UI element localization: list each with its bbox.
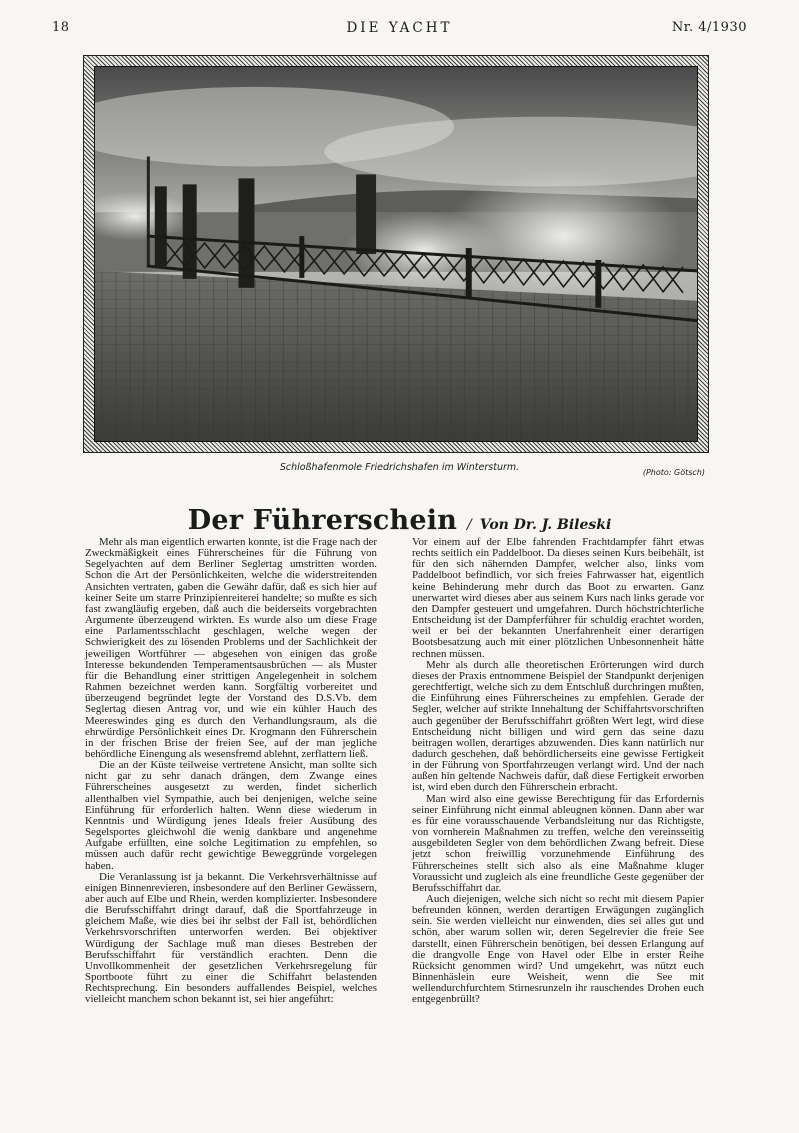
journal-title: DIE YACHT [346, 20, 453, 36]
photo-caption: Schloßhafenmole Friedrichshafen im Wintersturm. [279, 462, 520, 473]
paragraph: Die an der Küste teilweise vertretene Ansicht, man sollte sich nicht gar zu sehr danach drängen, dem Zwange eines Führerscheines ausgesetzt zu werden, findet sicherlich allenthalben viel Sympathie, auch bei denjenigen, welche seine Einführung für erforderlich halten. Wenn diese wiederum in Kenntnis und Würdigung jenes Ideals freier Ausübung des Segelsportes gleichwohl die wenig dankbare und angenehme Aufgabe erfüllten, eine solche Legitimation zu empfehlen, so müssen auch dafür recht gewichtige Beweggründe vorgelegen haben. [85, 759, 377, 872]
paragraph: Die Veranlassung ist ja bekannt. Die Verkehrsverhältnisse auf einigen Binnenrevieren, insbesondere auf den Berliner Gewässern, aber auch auf Elbe und Rhein, werden komplizierter. Insbesondere die Berufsschiffahrt dringt darauf, daß die Sportfahrzeuge in gleichem Maße, wie dies bei ihr selbst der Fall ist, behördlichen Verkehrsvorschriften unterworfen werden. Bei objektiver Würdigung der Sachlage muß man dieses Bestreben der Berufsschiffahrt für verständlich erachten. Denn die Unvollkommenheit der gesetzlichen Verkehrsregelung für Sportboote führt zu einer die Schiffahrt belastenden Rechtsprechung. Ein besonders auffallendes Beispiel, welches vielleicht manchem schon bekannt ist, sei hier angeführt: [85, 870, 377, 1006]
photo-frame [83, 55, 709, 453]
paragraph: Vor einem auf der Elbe fahrenden Frachtdampfer fährt etwas rechts seitlich ein Paddelboot. Da dieses seinen Kurs beibehält, ist für den sich nähernden Dampfer, welcher also, links vom Paddelboot befindlich, vor sich freies Fahrwasser hat, eigentlich keine Behinderung mehr durch das Boot zu erwarten. Ganz unerwartet wird dieses aber aus seinem Kurs nach links gerade vor den Dampfer gesteuert und umgefahren. Durch höchstrichterliche Entscheidung ist der Dampferführer für schuldig erachtet worden, weil er bei der bekannten Unerfahrenheit einer derartigen Bootsbesatzung auch mit einer plötzlichen Unbesonnenheit hätte rechnen müssen. [412, 536, 704, 660]
paragraph: Auch diejenigen, welche sich nicht so recht mit diesem Papier befreunden können, werden derartigen Erwägungen zugänglich sein. Sie werden vielleicht nur einwenden, dies sei alles gut und schön, aber warum sollen wir, deren Segelrevier die freie See darstellt, einen Führerschein benötigen, bei dessen Erlangung auf die drangvolle Enge von Havel oder Elbe in erster Reihe Rücksicht genommen wird? Und umgekehrt, was nützt euch Binnenhäslein eure Weisheit, wenn die See mit wellendurchfurchtem Stirnesrunzeln ihr rauschendes Drohen euch entgegenbrüllt? [412, 893, 704, 1006]
article-title: Der Führerschein [187, 505, 458, 536]
photo-illustration [95, 67, 697, 441]
issue-number: Nr. 4/1930 [671, 20, 747, 35]
article-heading [0, 505, 799, 536]
article-byline: Von Dr. J. Bileski [479, 517, 612, 533]
article-column-left [85, 537, 377, 1006]
title-separator: / [467, 517, 472, 533]
harbor-storm-photo [94, 66, 698, 442]
article-column-right [412, 537, 704, 1006]
page-number: 18 [52, 20, 70, 35]
paragraph: Mehr als man eigentlich erwarten konnte, ist die Frage nach der Zweckmäßigkeit eines Führerscheines für die Führung von Segelyachten auf dem Berliner Seglertag umstritten worden. Schon die Art der Persönlichkeiten, welche die widerstreitenden Ansichten vertraten, gaben die Gewähr dafür, daß es sich hier auf keiner Seite um starre Prinzipienreiterei handelte; so mußte es sich fast zwangläufig ergeben, daß auch die beiderseits vorgebrachten Argumente überzeugend wirkten. Es wurde also um diese Frage eine Parlamentsschlacht geschlagen, welche wegen der Schwierigkeit des zu lösenden Problems und der Sachlichkeit der jeweiligen Wortführer — abgesehen von einigen das große Interesse bekundenden Temperamentsausbrüchen — als Muster für die Behandlung einer strittigen Angelegenheit in solchem Rahmen bezeichnet werden kann. Sorgfältig vorbereitet und überzeugend begründet legte der Vorstand des D.S.Vb. dem Seglertag diesen Antrag vor, und wie ein kühler Hauch des Meereswindes ging es durch den Verhandlungsraum, als die ehrwürdige Persönlichkeit eines Dr. Krogmann den Führerschein in der frischen Brise der freien See, auf der man jegliche behördliche Einengung als wesensfremd ablehnt, zerflattern ließ. [85, 536, 377, 760]
paragraph: Mehr als durch alle theoretischen Erörterungen wird durch dieses der Praxis entnommene Beispiel der Standpunkt derjenigen gerechtfertigt, welche sich zu dem Entschluß durchringen mußten, die Einführung eines Führerscheines zu empfehlen. Gerade der Segler, welcher auf strikte Innehaltung der Schiffahrtsvorschriften auch gegenüber der Berufsschiffahrt größten Wert legt, wird diese Entscheidung nicht billigen und wird gern das seine dazu beitragen wollen, derartiges abzuwenden. Dies kann natürlich nur dadurch geschehen, daß behördlicherseits eine gewisse Fertigkeit in der Führung von Sportfahrzeugen verlangt wird. Und der nach außen hin geltende Nachweis dafür, daß diese Fertigkeit erworben ist, wird eben durch den Führerschein erbracht. [412, 658, 704, 794]
photo-credit: (Photo: Götsch) [642, 468, 705, 477]
paragraph: Man wird also eine gewisse Berechtigung für das Erfordernis seiner Einführung nicht einmal ableugnen können. Dann aber war es für eine vorausschauende Verbandsleitung nur das Richtigste, von vornherein Maßnahmen zu treffen, welche den vereinsseitig ausgebildeten Segler von dem behördlichen Zwang befreit. Diese jetzt schon freiwillig vorzunehmende Einführung des Führerscheines stellt sich also als eine Maßnahme kluger Voraussicht und zugleich als eine freundliche Geste gegenüber der Berufsschiffahrt dar. [412, 792, 704, 894]
